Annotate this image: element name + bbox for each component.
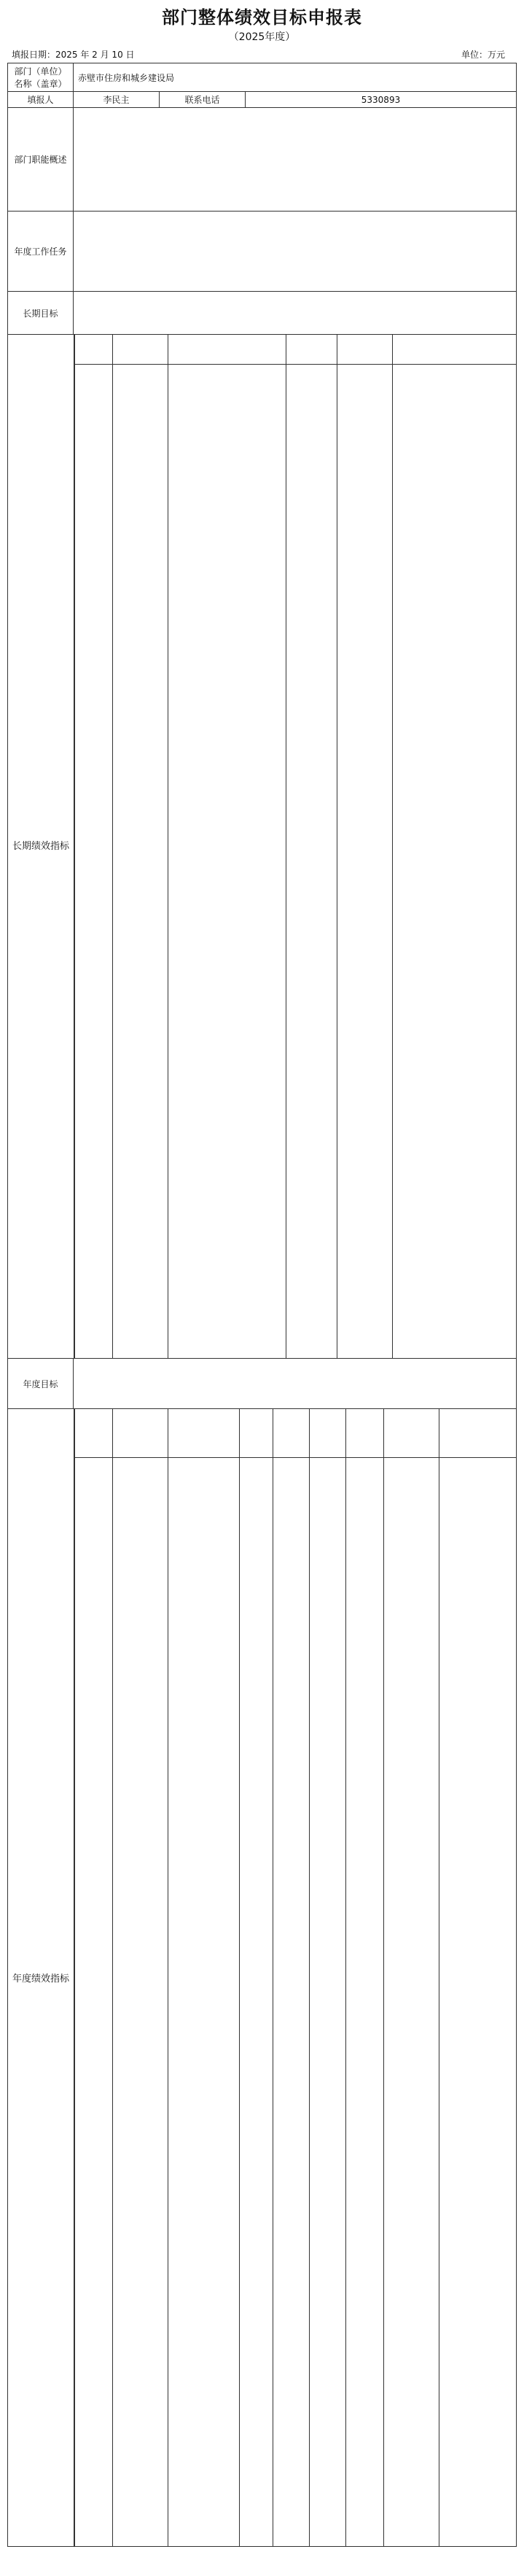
function-row [8, 108, 516, 212]
page-title: 部门整体绩效目标申报表 [162, 7, 362, 28]
annual-task-label: 年度工作任务 [8, 212, 74, 291]
function-label: 部门职能概述 [8, 108, 74, 211]
annual-indicators-label: 年度绩效指标 [12, 1974, 69, 1985]
phone-value: 5330893 [246, 92, 517, 108]
long-term-label: 长期目标 [8, 292, 74, 334]
annual-task-row [8, 212, 516, 292]
phone-label: 联系电话 [160, 92, 246, 108]
long-term-indicator-table [7, 335, 517, 1359]
summary-section [7, 108, 517, 335]
annual-task-body [74, 212, 516, 291]
long-term-indicators-label: 长期绩效指标 [12, 841, 69, 852]
annual-target-body [74, 1359, 516, 1408]
annual-indicator-table [7, 1409, 517, 2547]
long-term-indicator-grid [74, 335, 516, 1358]
fill-date: 填报日期：2025 年 2 月 10 日 [12, 50, 135, 60]
annual-target-row [8, 1359, 516, 1408]
page-subtitle: （2025年度） [228, 31, 296, 43]
dept-name-label: 部门（单位）名称（盖章） [8, 63, 74, 92]
dept-name-value: 赤壁市住房和城乡建设局 [74, 63, 517, 92]
form-meta-row [7, 47, 517, 63]
annual-target-label: 年度目标 [8, 1359, 74, 1408]
annual-target-section [7, 1359, 517, 1409]
function-body [74, 108, 516, 211]
long-term-body [74, 292, 516, 334]
long-term-row [8, 292, 516, 334]
annual-indicator-grid [74, 1409, 516, 2546]
unit-label: 单位：万元 [461, 50, 505, 60]
info-table [7, 63, 517, 108]
filler-value: 李民主 [74, 92, 160, 108]
filler-label: 填报人 [8, 92, 74, 108]
